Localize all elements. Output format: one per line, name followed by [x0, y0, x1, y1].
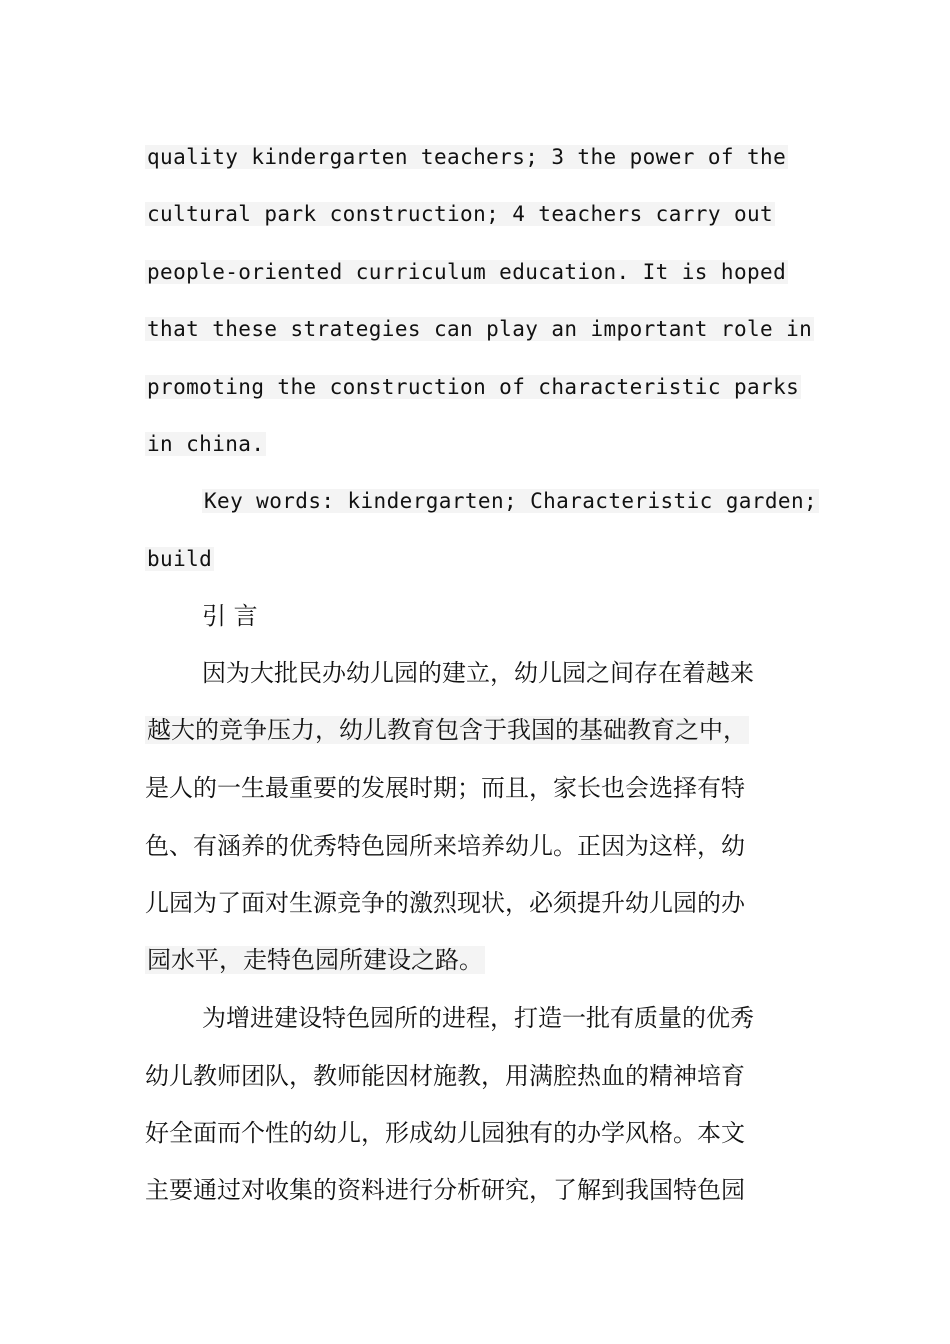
paragraph-line: 主要通过对收集的资料进行分析研究，了解到我国特色园	[145, 1176, 745, 1204]
paragraph-line: 是人的一生最重要的发展时期；而且，家长也会选择有特	[145, 774, 745, 802]
abstract-line: quality kindergarten teachers; 3 the power of the	[147, 145, 787, 169]
paragraph-line: 色、有涵养的优秀特色园所来培养幼儿。正因为这样，幼	[145, 832, 745, 860]
section-heading: 引 言	[202, 602, 258, 630]
abstract-line: people-oriented curriculum education. It is hoped	[147, 260, 787, 284]
paragraph-line: 幼儿教师团队，教师能因材施教，用满腔热血的精神培育	[145, 1062, 745, 1090]
paragraph-line: 好全面而个性的幼儿，形成幼儿园独有的办学风格。本文	[145, 1119, 745, 1147]
abstract-line: promoting the construction of characteristic parks	[147, 375, 800, 399]
keywords-line: build	[147, 547, 213, 571]
paragraph-line: 越大的竞争压力，幼儿教育包含于我国的基础教育之中，	[147, 716, 747, 744]
paragraph-line: 儿园为了面对生源竞争的激烈现状，必须提升幼儿园的办	[145, 889, 745, 917]
abstract-line: in china.	[147, 432, 265, 456]
keywords-line: Key words: kindergarten; Characteristic garden;	[204, 489, 818, 513]
paragraph-line: 因为大批民办幼儿园的建立，幼儿园之间存在着越来	[202, 659, 754, 687]
paragraph-line: 为增进建设特色园所的进程，打造一批有质量的优秀	[202, 1004, 754, 1032]
abstract-line: that these strategies can play an important role in	[147, 317, 813, 341]
abstract-line: cultural park construction; 4 teachers carry out	[147, 202, 774, 226]
paragraph-line: 园水平，走特色园所建设之路。	[147, 946, 483, 974]
